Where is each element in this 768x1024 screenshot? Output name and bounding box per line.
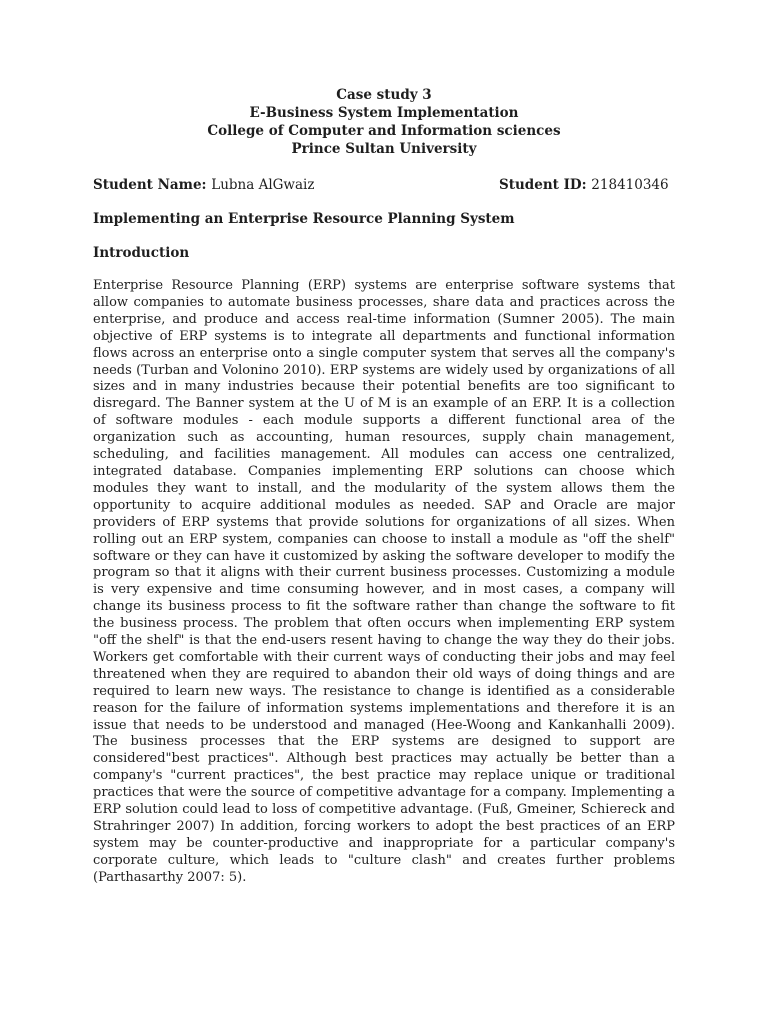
document-header: [93, 86, 675, 158]
student-name-value: Lubna AlGwaiz: [211, 177, 315, 193]
student-info: [93, 176, 675, 194]
document-page: [93, 86, 675, 900]
college-name: College of Computer and Information sciences: [207, 123, 561, 139]
student-id-label: Student ID:: [499, 177, 592, 193]
student-id-group: [499, 176, 669, 194]
body-paragraph: Enterprise Resource Planning (ERP) systems are enterprise software systems that allow companies to automate business processes, share data and practices across the enterprise, and produce and access real-time information (Sumner 2005). The main objective of ERP systems is to integrate all departments and functional information flows across an enterprise onto a single computer system that serves all the company's needs (Turban and Volonino 2010). ERP systems are widely used by organizations of all sizes and in many industries because their potential benefits are too significant to disregard. The Banner system at the U of M is an example of an ERP. It is a collection of software modules - each module supports a different functional area of the organization such as accounting, human resources, supply chain management, scheduling, and facilities management. All modules can access one centralized, integrated database. Companies implementing ERP solutions can choose which modules they want to install, and the modularity of the system allows them the opportunity to acquire additional modules as needed. SAP and Oracle are major providers of ERP systems that provide solutions for organizations of all sizes. When rolling out an ERP system, companies can choose to install a module as "off the shelf" software or they can have it customized by asking the software developer to modify the program so that it aligns with their current business processes. Customizing a module is very expensive and time consuming however, and in most cases, a company will change its business process to fit the software rather than change the software to fit the business process. The problem that often occurs when implementing ERP system "off the shelf" is that the end-users resent having to change the way they do their jobs. Workers get comfortable with their current ways of conducting their jobs and may feel threatened when they are required to abandon their old ways of doing things and are required to learn new ways. The resistance to change is identified as a considerable reason for the failure of information systems implementations and therefore it is an issue that needs to be understood and managed (Hee-Woong and Kankanhalli 2009). The business processes that the ERP systems are designed to support are considered"best practices". Although best practices may actually be better than a company's "current practices", the best practice may replace unique or traditional practices that were the source of competitive advantage for a company. Implementing a ERP solution could lead to loss of competitive advantage. (Fuß, Gmeiner, Schiereck and Strahringer 2007) In addition, forcing workers to adopt the best practices of an ERP system may be counter-productive and inappropriate for a particular company's corporate culture, which leads to "culture clash" and creates further problems (Parthasarthy 2007: 5).: [93, 278, 675, 885]
document-title: Implementing an Enterprise Resource Planning System: [93, 211, 515, 227]
student-id-value: 218410346: [591, 177, 669, 193]
course-title: E-Business System Implementation: [249, 105, 519, 121]
section-heading: Introduction: [93, 245, 190, 261]
case-study-number: Case study 3: [336, 87, 432, 103]
student-name-label: Student Name:: [93, 177, 212, 193]
student-name-group: [93, 176, 314, 194]
university-name: Prince Sultan University: [291, 141, 477, 157]
